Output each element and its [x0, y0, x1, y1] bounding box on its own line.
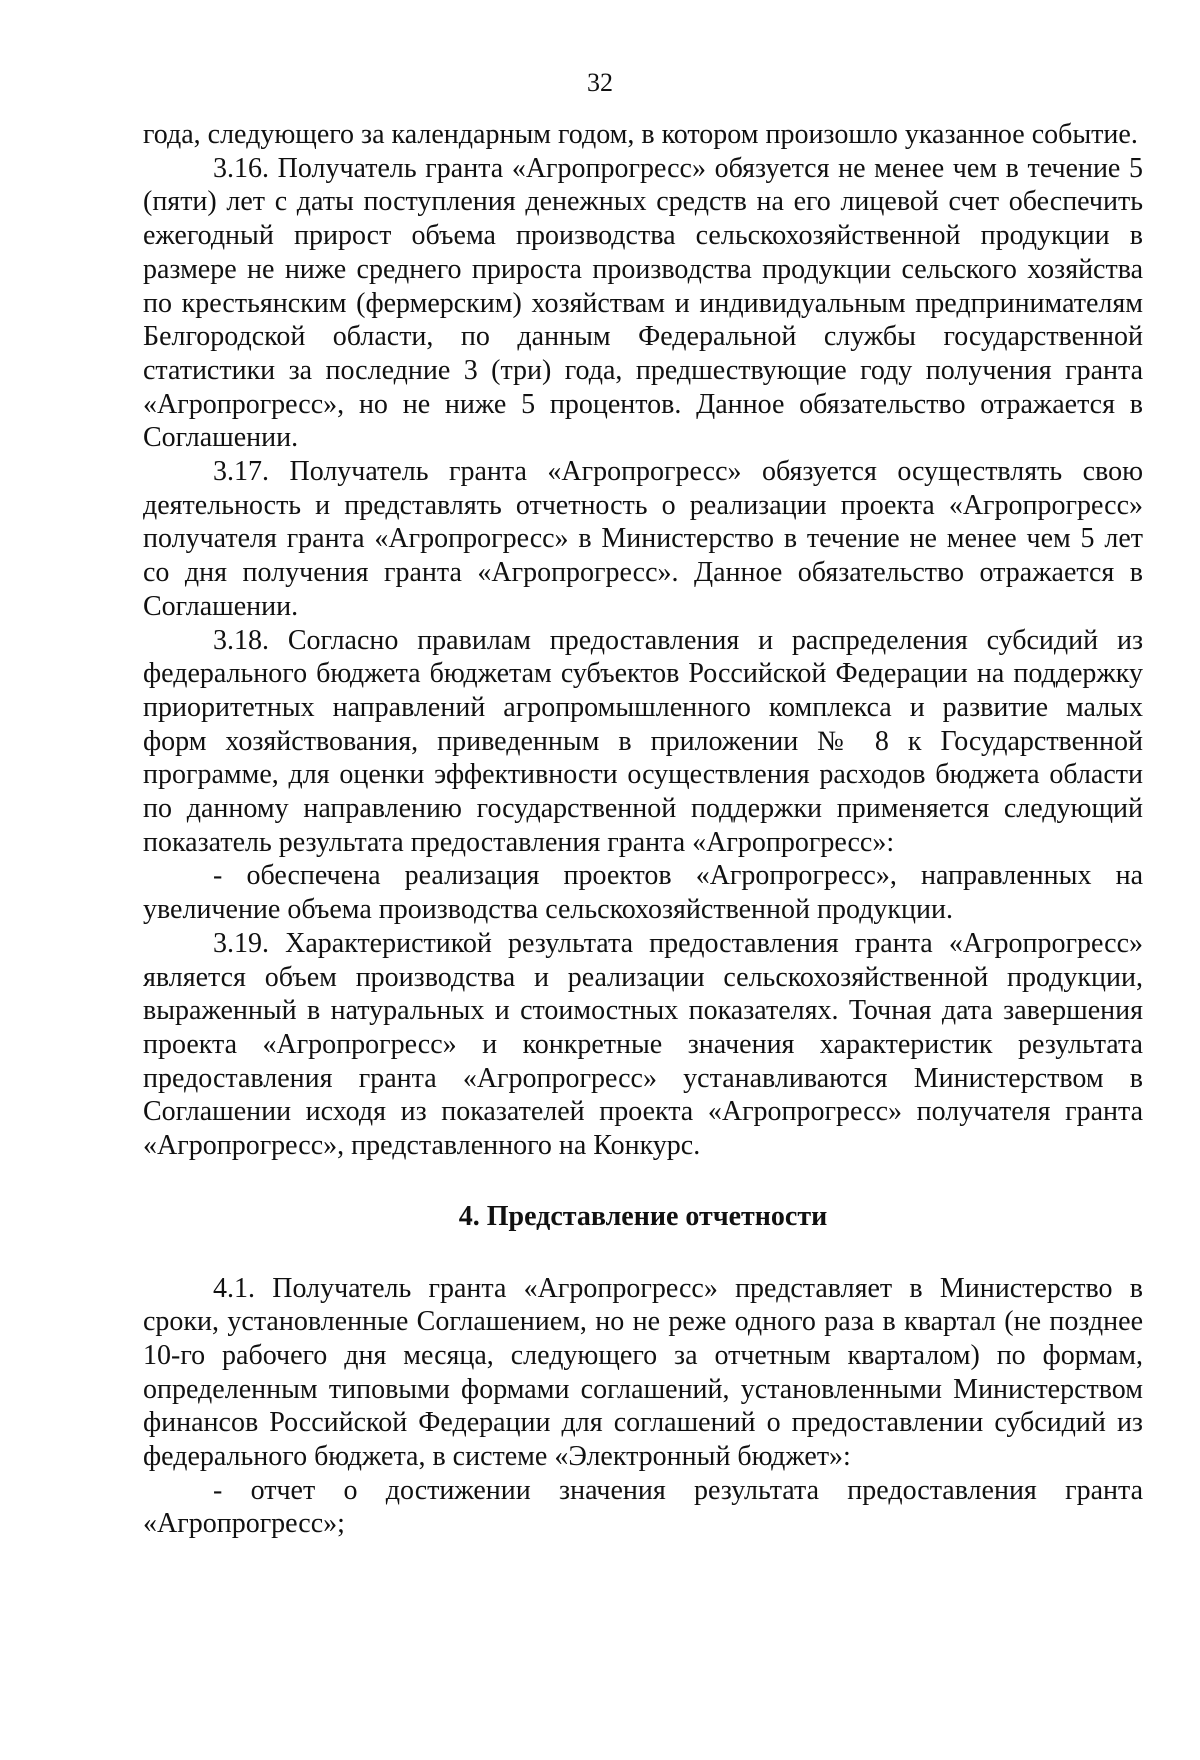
document-body: [143, 118, 1143, 1541]
paragraph-3-18: 3.18. Согласно правилам предоставления и распределения субсидий из федерального бюджета бюджетам субъектов Российской Федерации на поддержку приоритетных направлений агропромышленного комплекса и развитие малых форм хозяйствования, приведенным в приложении № 8 к Государственной программе, для оценки эффективности осуществления расходов бюджета области по данному направлению государственной поддержки применяется следующий показатель результата предоставления гранта «Агропрогресс»:: [143, 624, 1143, 858]
paragraph-bullet-report: - отчет о достижении значения результата предоставления гранта «Агропрогресс»;: [143, 1474, 1143, 1540]
paragraph-3-16: 3.16. Получатель гранта «Агропрогресс» обязуется не менее чем в течение 5 (пяти) лет с даты поступления денежных средств на его лицевой счет обеспечить ежегодный прирост объема производства сельскохозяйственной продукции в размере не ниже среднего прироста производства продукции сельского хозяйства по крестьянским (фермерским) хозяйствам и индивидуальным предпринимателям Белгородской области, по данным Федеральной службы государственной статистики за последние 3 (три) года, предшествующие году получения гранта «Агропрогресс», но не ниже 5 процентов. Данное обязательство отражается в Соглашении.: [143, 152, 1143, 454]
section-heading: 4. Представление отчетности: [458, 1200, 828, 1232]
paragraph-3-17: 3.17. Получатель гранта «Агропрогресс» обязуется осуществлять свою деятельность и представлять отчетность о реализации проекта «Агропрогресс» получателя гранта «Агропрогресс» в Министерство в течение не менее чем 5 лет со дня получения гранта «Агропрогресс». Данное обязательство отражается в Соглашении.: [143, 456, 1143, 622]
paragraph-bullet-indicator: - обеспечена реализация проектов «Агропрогресс», направленных на увеличение объема производства сельскохозяйственной продукции.: [143, 860, 1143, 926]
page-number: 32: [587, 68, 613, 97]
paragraph-3-19: 3.19. Характеристикой результата предоставления гранта «Агропрогресс» является объем производства и реализации сельскохозяйственной продукции, выраженный в натуральных и стоимостных показателях. Точная дата завершения проекта «Агропрогресс» и конкретные значения характеристик результата предоставления гранта «Агропрогресс» устанавливаются Министерством в Соглашении исходя из показателей проекта «Агропрогресс» получателя гранта «Агропрогресс», представленного на Конкурс.: [143, 927, 1143, 1162]
paragraph-4-1: 4.1. Получатель гранта «Агропрогресс» представляет в Министерство в сроки, установленные Соглашением, но не реже одного раза в квартал (не позднее 10-го рабочего дня месяца, следующего за отчетным кварталом) по формам, определенным типовыми формами соглашений, установленными Министерством финансов Российской Федерации для соглашений о предоставлении субсидий из федерального бюджета, в системе «Электронный бюджет»:: [143, 1272, 1143, 1473]
paragraph-continuation: года, следующего за календарным годом, в котором произошло указанное событие.: [143, 119, 1138, 150]
